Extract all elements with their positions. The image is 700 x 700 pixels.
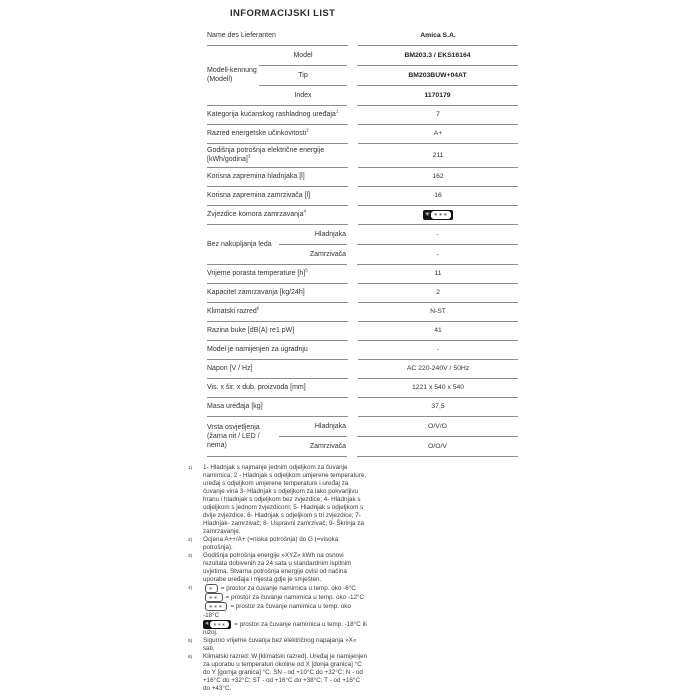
subrow-fridge	[279, 225, 518, 245]
row-freezing-capacity	[207, 284, 518, 303]
row-value: 41	[358, 322, 518, 341]
row-value: 211	[358, 144, 518, 168]
three-star-compartment-icon: ✳✳✳	[205, 602, 227, 611]
row-value: 2	[358, 284, 518, 303]
group-label: Bez nakupljanja leda	[207, 225, 279, 265]
footnote-text	[203, 584, 368, 637]
row-star-rating	[207, 206, 518, 225]
subrow-value: 1170179	[357, 86, 518, 106]
footnote-text: Ocjena A++/A+ (=niska potrošnja) do G (=visoka potrošnja).	[203, 536, 339, 551]
row-freezer-volume	[207, 187, 518, 206]
subrow-label: Hladnjaka	[279, 225, 347, 245]
row-value: A+	[358, 125, 518, 144]
row-energy-class	[207, 125, 518, 144]
footnote-marker: 6)	[188, 654, 193, 660]
group-frost-free	[207, 225, 518, 265]
subrow-label: Index	[259, 86, 347, 106]
row-fridge-volume	[207, 168, 518, 187]
row-value: 37,5	[358, 398, 518, 417]
footnote-line-three-star: ✳✳✳ = prostor za čuvanje namirnica u temp. oko -18°C	[203, 603, 351, 619]
subrow-freezer	[279, 245, 518, 265]
footnote-marker: 3)	[188, 554, 193, 559]
row-value: N-ST	[358, 303, 518, 322]
four-star-compartment-icon: ✳ ✳✳✳	[203, 620, 231, 629]
row-label: Zvjezdice komora zamrzavanja$^4$	[207, 206, 348, 225]
row-label: Razred energetske učinkovitosti$^2$	[207, 125, 348, 144]
row-weight	[207, 398, 518, 417]
row-category	[207, 106, 518, 125]
footnote-marker: 2)	[188, 538, 193, 543]
footnote-text: 1- Hladnjak s najmanje jednim odjeljkom za čuvanje namirnica; 2 - Hladnjak s odjeljkom umjerene temperature, uređaj s odjeljkom umjerene temperature i uređaj za čuvanje vina 3- Hladnjak s odjeljkom za lako pokvarljivu hranu i hladnjak s odjeljkom bez zvjezdice; 4- Hladnjak s odjeljkom s jednom zvjezdicom; 5- Hladnjak s odjeljkom s dvije zvjezdice; 6- Hladnjak s odjeljkom s tri zvjezdice; 7- Hladnjak- zamrzivač; 8- Uspravni zamrzivač; 9- Škrinja za zamrzavanje.	[203, 464, 367, 535]
row-label: Masa uređaja [kg]	[207, 398, 348, 417]
row-value	[358, 206, 518, 225]
spec-table	[207, 27, 518, 457]
row-built-in	[207, 341, 518, 360]
subrow-value: O/O/V	[357, 437, 518, 457]
group-label: Modell-kennung (Modell)	[207, 46, 259, 106]
footnote-marker: 1)	[188, 466, 193, 471]
footnote-6	[188, 653, 368, 693]
row-dimensions	[207, 379, 518, 398]
subrow-value: -	[357, 245, 518, 265]
subrow-label: Model	[259, 46, 347, 66]
subrow-value: O/V/O	[357, 417, 518, 437]
subrow-value: BM203.3 / EKS16164	[357, 46, 518, 66]
row-value: -	[358, 341, 518, 360]
footnote-marker: 4)	[188, 586, 193, 591]
group-label: Vrsta osvjetljenja (žarna nit / LED / nema)	[207, 417, 279, 457]
group-lighting	[207, 417, 518, 457]
row-value: 16	[358, 187, 518, 206]
footnote-3	[188, 552, 368, 584]
row-voltage	[207, 360, 518, 379]
column-gap	[348, 27, 358, 46]
subrow-model	[259, 46, 518, 66]
footnote-line-two-star: ✳✳ = prostor za čuvanje namirnica u temp. oko -12°C	[203, 593, 368, 602]
row-annual-energy	[207, 144, 518, 168]
row-label: Kategorija kućanskog rashladnog uređaja$^1$	[207, 106, 348, 125]
subrow-label: Tip	[259, 66, 347, 86]
row-label: Name des Lieferanten	[207, 27, 348, 46]
row-label: Korisna zapremina hladnjaka [l]	[207, 168, 348, 187]
footnotes	[188, 464, 368, 693]
row-label: Model je namijenjen za ugradnju	[207, 341, 348, 360]
row-label: Napon [V / Hz]	[207, 360, 348, 379]
group-model-identification	[207, 46, 518, 106]
subrow-label: Hladnjaka	[279, 417, 347, 437]
row-noise-level	[207, 322, 518, 341]
row-label: Korisna zapremina zamrzivača [l]	[207, 187, 348, 206]
row-label: Vrijeme porasta temperature $[h]^5$	[207, 265, 348, 284]
footnote-2	[188, 536, 368, 552]
subrow-value: -	[357, 225, 518, 245]
row-value: Amica S.A.	[358, 27, 518, 46]
footnote-4	[188, 584, 368, 637]
page-title: INFORMACIJSKI LIST	[230, 8, 336, 19]
subrow-tip	[259, 66, 518, 86]
four-star-freezer-rating-icon: ✳ ✳✳✳	[423, 210, 453, 220]
row-value: AC 220-240V / 50Hz	[358, 360, 518, 379]
footnote-5	[188, 637, 368, 653]
row-value: 7	[358, 106, 518, 125]
subrow-label: Zamrzivača	[279, 245, 347, 265]
row-value: 11	[358, 265, 518, 284]
row-value: 1221 x 540 x 540	[358, 379, 518, 398]
footnote-text: Sigurno vrijeme čuvanja bez električnog napajanja »X« sati.	[203, 636, 357, 652]
row-label: Vis. x šir. x dub. proizvoda [mm]	[207, 379, 348, 398]
subrow-fridge	[279, 417, 518, 437]
footnote-line-four-star: ✳ ✳✳✳ = prostor za čuvanje namirnica u temp. -18°C ili nižoj.	[203, 620, 367, 636]
row-label: Klimatski razred$^6$	[207, 303, 348, 322]
one-star-compartment-icon: ✳	[205, 584, 218, 593]
row-temp-rise-time	[207, 265, 518, 284]
row-climate-class	[207, 303, 518, 322]
row-supplier	[207, 27, 518, 46]
footnote-1	[188, 464, 368, 536]
two-star-compartment-icon: ✳✳	[205, 593, 223, 602]
subrow-freezer	[279, 437, 518, 457]
row-label: Razina buke [dB(A) re1 pW]	[207, 322, 348, 341]
footnote-text: Klimatski razred: W [klimatski razred]. Uređaj je namijenjen za uporabu u temperaturi okoline od X [donja granica] °C do Y [gornja granica] °C. SN - od +10°C do +32°C; N - od +16°C do +32°C; ST - od +16°C do +38°C; T - od +16°C do +43°C.	[203, 652, 368, 692]
footnote-text: Godišnja potrošnja energije »XYZ« kWh na osnovi rezultata dobivenih za 24 sata u standardnim ispitnim uvjetima. Stvarna potrošnja energije ovisi od načina uporabe uređaja i mjesta gdje je smješten.	[203, 552, 352, 583]
footnote-marker: 5)	[188, 638, 193, 644]
row-label: Kapacitet zamrzavanja [kg/24h]	[207, 284, 348, 303]
subrow-index	[259, 86, 518, 106]
subrow-label: Zamrzivača	[279, 437, 347, 457]
row-value: 162	[358, 168, 518, 187]
footnote-line-one-star: ✳ = prostor za čuvanje namirnica u temp. oko -6°C	[203, 584, 368, 593]
subrow-value: BM203BUW+04AT	[357, 66, 518, 86]
row-label: Godišnja potrošnja električne energije [kWh/godina]$^3$	[207, 144, 348, 168]
